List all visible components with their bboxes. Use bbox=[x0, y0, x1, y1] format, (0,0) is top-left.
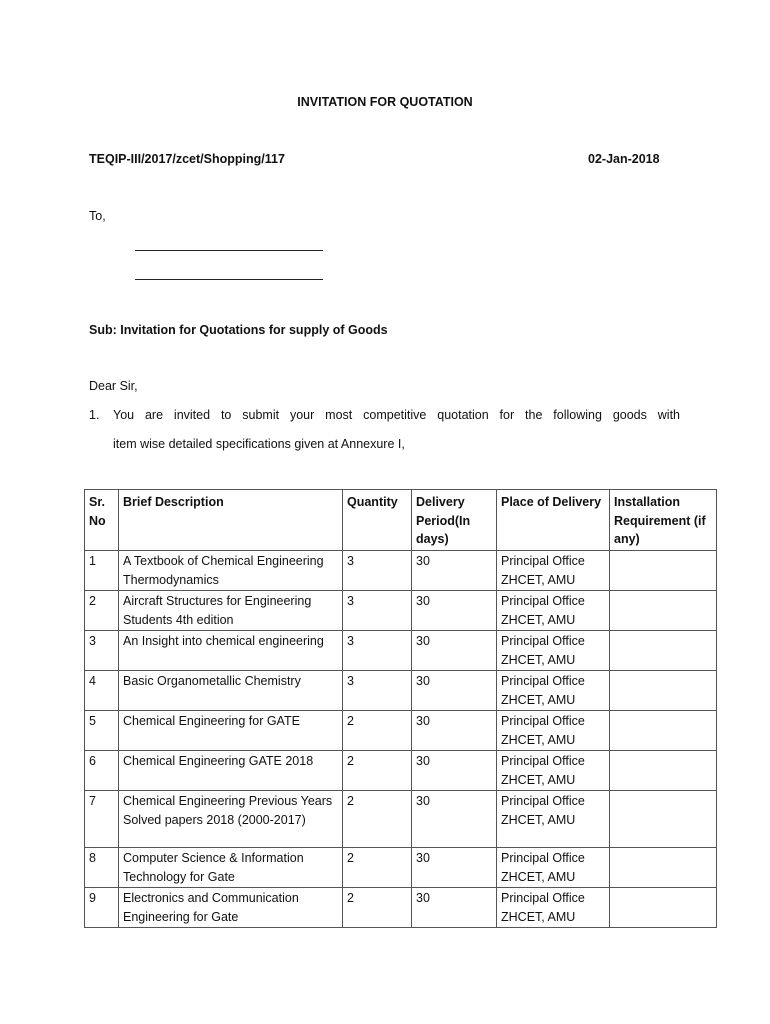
cell-quantity: 2 bbox=[343, 751, 412, 791]
table-row bbox=[85, 791, 717, 848]
cell-description: Chemical Engineering GATE 2018 bbox=[119, 751, 343, 791]
cell-description: Chemical Engineering Previous Years Solved papers 2018 (2000-2017) bbox=[119, 791, 343, 848]
cell-sr: 7 bbox=[85, 791, 119, 848]
cell-description: Aircraft Structures for Engineering Students 4th edition bbox=[119, 591, 343, 631]
cell-place: Principal Office ZHCET, AMU bbox=[497, 848, 610, 888]
cell-quantity: 3 bbox=[343, 591, 412, 631]
cell-quantity: 2 bbox=[343, 848, 412, 888]
table-row bbox=[85, 711, 717, 751]
cell-sr: 2 bbox=[85, 591, 119, 631]
header-quantity: Quantity bbox=[343, 490, 412, 551]
cell-description: Chemical Engineering for GATE bbox=[119, 711, 343, 751]
cell-delivery: 30 bbox=[412, 591, 497, 631]
cell-sr: 4 bbox=[85, 671, 119, 711]
cell-installation bbox=[610, 791, 717, 848]
header-brief-description: Brief Description bbox=[119, 490, 343, 551]
cell-quantity: 3 bbox=[343, 631, 412, 671]
cell-quantity: 2 bbox=[343, 791, 412, 848]
cell-place: Principal Office ZHCET, AMU bbox=[497, 591, 610, 631]
cell-delivery: 30 bbox=[412, 888, 497, 928]
paragraph-line-2: item wise detailed specifications given at Annexure I, bbox=[113, 437, 405, 451]
cell-delivery: 30 bbox=[412, 848, 497, 888]
table-row bbox=[85, 751, 717, 791]
cell-description: An Insight into chemical engineering bbox=[119, 631, 343, 671]
address-blank-line-1 bbox=[135, 250, 323, 251]
cell-sr: 6 bbox=[85, 751, 119, 791]
table-row bbox=[85, 671, 717, 711]
cell-delivery: 30 bbox=[412, 631, 497, 671]
cell-installation bbox=[610, 631, 717, 671]
cell-place: Principal Office ZHCET, AMU bbox=[497, 671, 610, 711]
table-row bbox=[85, 591, 717, 631]
cell-sr: 5 bbox=[85, 711, 119, 751]
cell-description: Computer Science & Information Technology for Gate bbox=[119, 848, 343, 888]
paragraph-number: 1. bbox=[89, 408, 100, 422]
cell-quantity: 3 bbox=[343, 551, 412, 591]
header-installation-requirement: Installation Requirement (if any) bbox=[610, 490, 717, 551]
header-delivery-period: Delivery Period(In days) bbox=[412, 490, 497, 551]
cell-quantity: 2 bbox=[343, 888, 412, 928]
cell-sr: 9 bbox=[85, 888, 119, 928]
document-date: 02-Jan-2018 bbox=[588, 152, 660, 166]
cell-delivery: 30 bbox=[412, 551, 497, 591]
cell-delivery: 30 bbox=[412, 711, 497, 751]
cell-delivery: 30 bbox=[412, 671, 497, 711]
addressee-label: To, bbox=[89, 209, 106, 223]
address-blank-line-2 bbox=[135, 279, 323, 280]
cell-installation bbox=[610, 711, 717, 751]
subject-line: Sub: Invitation for Quotations for supply of Goods bbox=[89, 323, 388, 337]
table-header-row bbox=[85, 490, 717, 551]
cell-description: Basic Organometallic Chemistry bbox=[119, 671, 343, 711]
paragraph-line-1: You are invited to submit your most competitive quotation for the following goods with bbox=[113, 408, 680, 422]
cell-description: A Textbook of Chemical Engineering Thermodynamics bbox=[119, 551, 343, 591]
cell-installation bbox=[610, 591, 717, 631]
salutation: Dear Sir, bbox=[89, 379, 138, 393]
cell-place: Principal Office ZHCET, AMU bbox=[497, 791, 610, 848]
table-row bbox=[85, 888, 717, 928]
cell-place: Principal Office ZHCET, AMU bbox=[497, 888, 610, 928]
cell-installation bbox=[610, 551, 717, 591]
cell-installation bbox=[610, 848, 717, 888]
cell-installation bbox=[610, 671, 717, 711]
cell-place: Principal Office ZHCET, AMU bbox=[497, 631, 610, 671]
cell-quantity: 3 bbox=[343, 671, 412, 711]
cell-sr: 1 bbox=[85, 551, 119, 591]
table-row bbox=[85, 631, 717, 671]
cell-delivery: 30 bbox=[412, 751, 497, 791]
table-row bbox=[85, 848, 717, 888]
cell-sr: 3 bbox=[85, 631, 119, 671]
cell-description: Electronics and Communication Engineering for Gate bbox=[119, 888, 343, 928]
header-place-of-delivery: Place of Delivery bbox=[497, 490, 610, 551]
cell-delivery: 30 bbox=[412, 791, 497, 848]
table-row bbox=[85, 551, 717, 591]
cell-quantity: 2 bbox=[343, 711, 412, 751]
reference-number: TEQIP-III/2017/zcet/Shopping/117 bbox=[89, 152, 285, 166]
cell-place: Principal Office ZHCET, AMU bbox=[497, 551, 610, 591]
cell-sr: 8 bbox=[85, 848, 119, 888]
document-title: INVITATION FOR QUOTATION bbox=[297, 95, 473, 109]
cell-installation bbox=[610, 751, 717, 791]
cell-place: Principal Office ZHCET, AMU bbox=[497, 751, 610, 791]
goods-table bbox=[84, 489, 717, 928]
cell-installation bbox=[610, 888, 717, 928]
header-sr-no: Sr. No bbox=[85, 490, 119, 551]
cell-place: Principal Office ZHCET, AMU bbox=[497, 711, 610, 751]
